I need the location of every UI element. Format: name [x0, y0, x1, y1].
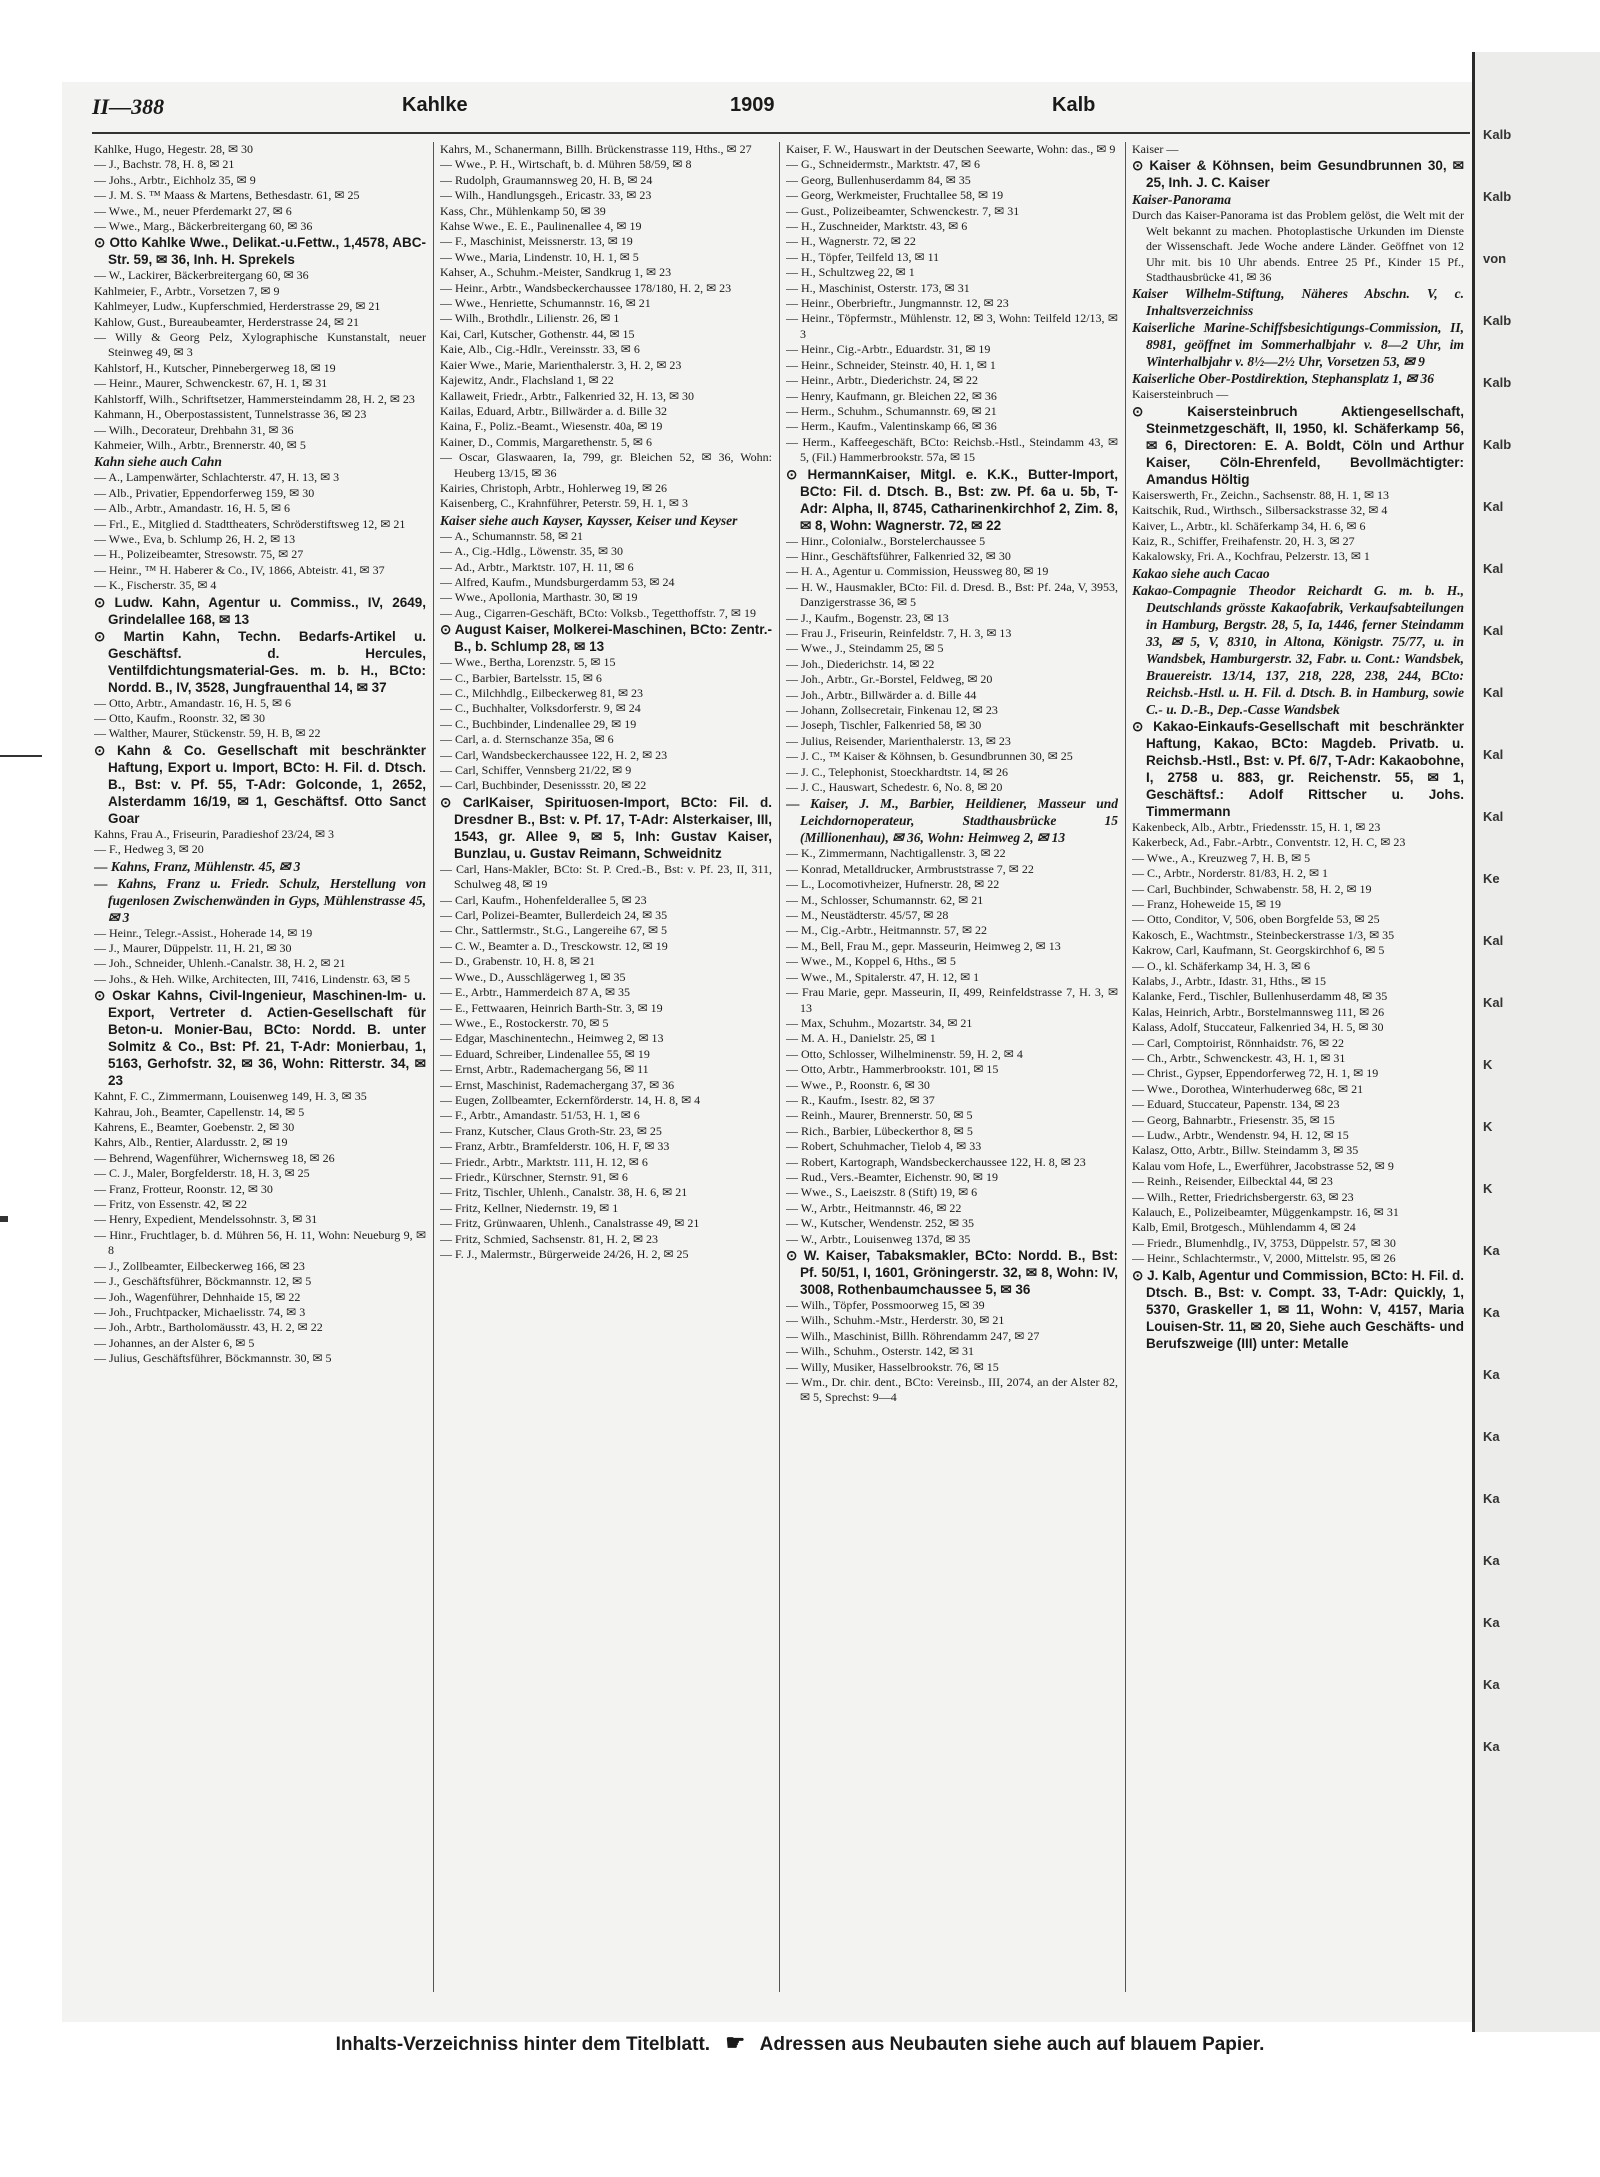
directory-entry: ⊙ August Kaiser, Molkerei-Maschinen, BCto: Zentr.-B., b. Schlump 28, ✉ 13	[440, 622, 772, 655]
directory-entry: — Georg, Bullenhuserdamm 84, ✉ 35	[786, 172, 971, 187]
directory-entry: Kailas, Eduard, Arbtr., Billwärder a. d. Bille 32	[440, 403, 667, 418]
directory-entry: — Fritz, Grünwaaren, Uhlenh., Canalstrasse 49, ✉ 21	[440, 1216, 700, 1231]
directory-entry: — C. W., Beamter a. D., Tresckowstr. 12, ✉ 19	[440, 938, 668, 953]
directory-entry: — Heinr., Oberbrieftr., Jungmannstr. 12, ✉ 23	[786, 296, 1009, 311]
directory-entry: — Otto, Conditor, V, 506, oben Borgfelde 53, ✉ 25	[1132, 912, 1380, 927]
directory-entry: Kalau vom Hofe, L., Ewerführer, Jacobstrasse 52, ✉ 9	[1132, 1158, 1394, 1173]
directory-entry: Kakenbeck, Alb., Arbtr., Friedensstr. 15, H. 1, ✉ 23	[1132, 819, 1381, 834]
directory-entry: — Willy & Georg Pelz, Xylographische Kunstanstalt, neuer Steinweg 49, ✉ 3	[94, 330, 426, 360]
adjacent-page-fragment: Kal	[1483, 685, 1504, 700]
directory-entry: Kaisenberg, C., Krahnführer, Peterstr. 59, H. 1, ✉ 3	[440, 496, 688, 511]
directory-entry: — Herm., Kaffeegeschäft, BCto: Reichsb.-Hstl., Steindamm 43, ✉ 5, (Fil.) Hammerbrookstr. 57a, ✉ 15	[786, 434, 1118, 465]
directory-entry: — Joh., Arbtr., Gr.-Borstel, Feldweg, ✉ 20	[786, 672, 993, 687]
directory-entry: — Franz, Kutscher, Claus Groth-Str. 23, ✉ 25	[440, 1123, 662, 1138]
directory-entry: — Wilh., Schuhm., Osterstr. 142, ✉ 31	[786, 1344, 975, 1359]
adjacent-page-fragment: Ka	[1483, 1553, 1500, 1568]
directory-entry: — F., Maschinist, Meissnerstr. 13, ✉ 19	[440, 234, 633, 249]
directory-entry: ⊙ Martin Kahn, Techn. Bedarfs-Artikel u. Geschäftsf. d. Hercules, Ventilfdichtungsmaterial-Ges. m. b. H., BCto: Nordd. B., IV, 3528, Jungfrauenthal 14, ✉ 37	[94, 628, 426, 695]
directory-entry: — Heinr., Arbtr., Wandsbeckerchaussee 178/180, H. 2, ✉ 23	[440, 280, 732, 295]
directory-entry: — Heinr., Schneider, Steinstr. 40, H. 1, ✉ 1	[786, 357, 996, 372]
directory-entry: — Reinh., Maurer, Brennerstr. 50, ✉ 5	[786, 1108, 973, 1123]
directory-entry: — H. W., Hausmakler, BCto: Fil. d. Dresd. B., Bst: Pf. 24a, V, 3953, Danzigerstrasse 36, ✉ 5	[786, 579, 1118, 610]
directory-entry: — F. J., Malermstr., Bürgerweide 24/26, H. 2, ✉ 25	[440, 1247, 689, 1261]
directory-entry: Kalass, Adolf, Stuccateur, Falkenried 34, H. 5, ✉ 30	[1132, 1020, 1384, 1035]
directory-entry: ⊙ J. Kalb, Agentur und Commission, BCto: H. Fil. d. Dtsch. B., Bst: v. Compt. 33, T-Adr: Quickly, 1, 5370, Graskeller 1, ✉ 11, Wohn: V, 4157, Maria Louisen-Str. 11, ✉ 20, Siehe auch Geschäfts- und Berufszweige (III) unter: Metalle	[1132, 1267, 1464, 1351]
column-divider	[779, 142, 780, 1992]
directory-entry: Kaiser, F. W., Hauswart in der Deutschen Seewarte, Wohn: das., ✉ 9	[786, 142, 1116, 156]
directory-entry: — J., Zollbeamter, Eilbeckerweg 166, ✉ 23	[94, 1258, 305, 1273]
directory-entry: Kalasz, Otto, Arbtr., Billw. Steindamm 3, ✉ 35	[1132, 1143, 1359, 1158]
directory-entry: — Wwe., Eva, b. Schlump 26, H. 2, ✉ 13	[94, 531, 296, 546]
directory-entry: — Willy, Musiker, Hasselbrookstr. 76, ✉ 15	[786, 1359, 999, 1374]
directory-entry: — Hinr., Fruchtlager, b. d. Mühren 56, H. 11, Wohn: Neueburg 9, ✉ 8	[94, 1227, 426, 1258]
directory-entry: — Fritz, Tischler, Uhlenh., Canalstr. 38, H. 6, ✉ 21	[440, 1185, 688, 1200]
directory-entry: — Ch., Arbtr., Schwenckestr. 43, H. 1, ✉ 31	[1132, 1050, 1346, 1065]
directory-entry: — Wwe., M., neuer Pferdemarkt 27, ✉ 6	[94, 203, 292, 218]
directory-entry: Kaie, Alb., Cig.-Hdlr., Vereinsstr. 33, ✉ 6	[440, 342, 640, 357]
directory-entry: Kahn siehe auch Cahn	[94, 454, 222, 470]
directory-entry: — Aug., Cigarren-Geschäft, BCto: Volksb., Tegetthoffstr. 7, ✉ 19	[440, 605, 756, 620]
directory-entry: Kaier Wwe., Marie, Marienthalerstr. 3, H. 2, ✉ 23	[440, 357, 682, 372]
directory-entry: — Otto, Arbtr., Amandastr. 16, H. 5, ✉ 6	[94, 695, 292, 710]
directory-entry: Kainer, D., Commis, Margarethenstr. 5, ✉ 6	[440, 434, 652, 449]
directory-entry: Kajewitz, Andr., Flachsland 1, ✉ 22	[440, 373, 614, 388]
directory-entry: — Otto, Arbtr., Hammerbrookstr. 101, ✉ 15	[786, 1062, 999, 1077]
adjacent-page-fragment: Ka	[1483, 1491, 1500, 1506]
directory-entry: — Heinr., Töpfermstr., Mühlenstr. 12, ✉ 3, Wohn: Teilfeld 12/13, ✉ 3	[786, 311, 1118, 341]
adjacent-page-fragment: Ka	[1483, 1677, 1500, 1692]
directory-entry: — Max, Schuhm., Mozartstr. 34, ✉ 21	[786, 1015, 973, 1030]
directory-entry: — Wwe., P. H., Wirtschaft, b. d. Mühren 58/59, ✉ 8	[440, 157, 692, 172]
directory-entry: Kakalowsky, Fri. A., Kochfrau, Pelzerstr. 13, ✉ 1	[1132, 549, 1370, 564]
directory-entry: — Franz, Frotteur, Roonstr. 12, ✉ 30	[94, 1181, 273, 1196]
adjacent-page-fragment: Ka	[1483, 1305, 1500, 1320]
directory-entry: — Gust., Polizeibeamter, Schwenckestr. 7, ✉ 31	[786, 203, 1020, 218]
directory-entry: Kahlow, Gust., Bureaubeamter, Herderstrasse 24, ✉ 21	[94, 314, 360, 329]
directory-entry: — Carl, a. d. Sternschanze 35a, ✉ 6	[440, 732, 614, 747]
directory-entry: — A., Cig.-Hdlg., Löwenstr. 35, ✉ 30	[440, 544, 624, 559]
directory-entry: — C., Arbtr., Norderstr. 81/83, H. 2, ✉ 1	[1132, 866, 1329, 881]
directory-entry: — W., Arbtr., Heitmannstr. 46, ✉ 22	[786, 1200, 962, 1215]
directory-entry: Kahns, Frau A., Friseurin, Paradieshof 23/24, ✉ 3	[94, 826, 335, 841]
directory-entry: — Wm., Dr. chir. dent., BCto: Vereinsb., III, 2074, an der Alster 82, ✉ 5, Sprechst: 9—4	[786, 1375, 1118, 1405]
directory-entry: Kai, Carl, Kutscher, Gothenstr. 44, ✉ 15	[440, 326, 635, 341]
directory-entry: Kalauch, E., Polizeibeamter, Müggenkampstr. 16, ✉ 31	[1132, 1205, 1399, 1220]
directory-entry: — C., Buchhalter, Volksdorferstr. 9, ✉ 24	[440, 701, 641, 716]
directory-entry: — L., Locomotivheizer, Hufnerstr. 28, ✉ 22	[786, 877, 1000, 892]
page-header	[92, 94, 1467, 126]
directory-entry: — Joh., Diederichstr. 14, ✉ 22	[786, 656, 935, 671]
directory-entry: — C., Buchbinder, Lindenallee 29, ✉ 19	[440, 716, 637, 731]
directory-entry: — Johs., & Heh. Wilke, Architecten, III, 7416, Lindenstr. 63, ✉ 5	[94, 971, 410, 986]
adjacent-page-fragment: Ka	[1483, 1367, 1500, 1382]
directory-entry: — Wwe., A., Kreuzweg 7, H. B, ✉ 5	[1132, 850, 1311, 865]
directory-entry: ⊙ Ludw. Kahn, Agentur u. Commiss., IV, 2649, Grindelallee 168, ✉ 13	[94, 594, 426, 627]
directory-entry: Kaiser —	[1132, 142, 1179, 156]
directory-entry: — Heinr., Cig.-Arbtr., Eduardstr. 31, ✉ 19	[786, 342, 991, 357]
directory-entry: — R., Kaufm., Isestr. 82, ✉ 37	[786, 1092, 935, 1107]
directory-entry: — Wwe., M., Spitalerstr. 47, H. 12, ✉ 1	[786, 969, 980, 984]
directory-entry: Kalb, Emil, Brotgesch., Mühlendamm 4, ✉ 24	[1132, 1220, 1356, 1235]
directory-entry: — Robert, Schuhmacher, Tielob 4, ✉ 33	[786, 1139, 982, 1154]
directory-entry: — Wilh., Maschinist, Billh. Röhrendamm 247, ✉ 27	[786, 1328, 1040, 1343]
directory-entry: — Carl, Hans-Makler, BCto: St. P. Cred.-B., Bst: v. Pf. 23, II, 311, Schulweg 48, ✉ 19	[440, 861, 772, 892]
directory-entry: Kaiserliche Marine-Schiffsbesichtigungs-Commission, II, 8981, geöffnet im Sommerhalbjahr v. 8—2 Uhr, im Winterhalbjahr v. 8½—2½ Uhr, Vorsetzen 53, ✉ 9	[1132, 320, 1464, 370]
directory-entry: — Eduard, Schreiber, Lindenallee 55, ✉ 19	[440, 1046, 650, 1061]
directory-entry: — W., Kutscher, Wendenstr. 252, ✉ 35	[786, 1216, 975, 1231]
directory-entry: — M. A. H., Danielstr. 25, ✉ 1	[786, 1031, 936, 1046]
directory-entry: — M., Bell, Frau M., gepr. Masseurin, Heimweg 2, ✉ 13	[786, 938, 1061, 953]
adjacent-page-fragment: Kal	[1483, 747, 1504, 762]
directory-entry: — Kahns, Franz, Mühlenstr. 45, ✉ 3	[94, 858, 301, 874]
adjacent-page-fragment: Kalb	[1483, 127, 1512, 142]
directory-entry: Kalanke, Ferd., Tischler, Bullenhuserdamm 48, ✉ 35	[1132, 989, 1388, 1004]
directory-entry: ⊙ Otto Kahlke Wwe., Delikat.-u.Fettw., 1,4578, ABC-Str. 59, ✉ 36, Inh. H. Sprekels	[94, 235, 426, 268]
directory-entry: — Wwe., S., Laeiszstr. 8 (Stift) 19, ✉ 6	[786, 1185, 978, 1200]
adjacent-page-fragment: Kal	[1483, 499, 1504, 514]
adjacent-page-fragment: Ke	[1483, 871, 1500, 886]
directory-entry: — Heinr., Arbtr., Diederichstr. 24, ✉ 22	[786, 373, 979, 388]
directory-entry: — Chr., Sattlermstr., St.G., Langereihe 67, ✉ 5	[440, 923, 668, 938]
directory-entry: — E., Fettwaaren, Heinrich Barth-Str. 3, ✉ 19	[440, 1000, 663, 1015]
directory-entry: — Friedr., Blumenhdlg., IV, 3753, Düppelstr. 57, ✉ 30	[1132, 1235, 1396, 1250]
column-divider	[433, 142, 434, 1992]
adjacent-page-fragment: Kalb	[1483, 375, 1512, 390]
page-footer	[150, 2030, 1450, 2056]
directory-entry: — C. J., Maler, Borgfelderstr. 18, H. 3, ✉ 25	[94, 1166, 310, 1181]
column-3	[786, 142, 1118, 1406]
directory-entry: — W., Arbtr., Louisenweg 137d, ✉ 35	[786, 1231, 971, 1246]
directory-entry: — Heinr., Telegr.-Assist., Hoherade 14, ✉ 19	[94, 925, 313, 940]
directory-entry: — Eduard, Stuccateur, Papenstr. 134, ✉ 23	[1132, 1097, 1340, 1112]
directory-entry: — Rich., Barbier, Lübeckerthor 8, ✉ 5	[786, 1123, 973, 1138]
adjacent-page-fragment: Kalb	[1483, 313, 1512, 328]
directory-entry: — Carl, Schiffer, Vennsberg 21/22, ✉ 9	[440, 763, 632, 778]
adjacent-page-fragment: Ka	[1483, 1615, 1500, 1630]
directory-entry: — Johann, Zollsecretair, Finkenau 12, ✉ 23	[786, 703, 998, 717]
directory-entry: Kaiserswerth, Fr., Zeichn., Sachsenstr. 88, H. 1, ✉ 13	[1132, 487, 1390, 502]
adjacent-page-fragment: Ka	[1483, 1739, 1500, 1754]
directory-entry: — H., Wagnerstr. 72, ✉ 22	[786, 234, 916, 249]
directory-columns	[94, 142, 1468, 2022]
directory-entry: Kaiser siehe auch Kayser, Kaysser, Keiser und Keyser	[440, 512, 738, 528]
directory-entry: — Alfred, Kaufm., Mundsburgerdamm 53, ✉ 24	[440, 574, 675, 589]
adjacent-page-fragment: Ka	[1483, 1243, 1500, 1258]
directory-entry: ⊙ HermannKaiser, Mitgl. e. K.K., Butter-Import, BCto: Fil. d. Dtsch. B., Bst: zw. Pf. 6a u. 5b, T-Adr: Alpha, II, 8745, Catharinenkirchhof 2, Zim. 8, ✉ 8, Wohn: Wagnerstr. 72, ✉ 22	[786, 466, 1118, 533]
directory-entry: — H. A., Agentur u. Commission, Heussweg 80, ✉ 19	[786, 564, 1049, 579]
directory-entry: — G., Schneidermstr., Marktstr. 47, ✉ 6	[786, 157, 981, 172]
footer-index-note: Inhalts-Verzeichniss hinter dem Titelblatt.	[335, 2034, 711, 2055]
directory-entry: — Wwe., Apollonia, Marthastr. 30, ✉ 19	[440, 590, 638, 605]
directory-entry: — E., Arbtr., Hammerdeich 87 A, ✉ 35	[440, 985, 631, 1000]
directory-entry: — A., Schumannstr. 58, ✉ 21	[440, 528, 584, 543]
directory-entry: — Wwe., Marg., Bäckerbreitergang 60, ✉ 36	[94, 219, 313, 234]
directory-entry: — Wwe., J., Steindamm 25, ✉ 5	[786, 641, 944, 656]
directory-entry: — Kaiser, J. M., Barbier, Heildiener, Masseur und Leichdornoperateur, Stadthausbrücke 15 (Millionenhau), ✉ 36, Wohn: Heimweg 2, ✉ 13	[786, 796, 1118, 846]
directory-entry: — Wwe., Bertha, Lorenzstr. 5, ✉ 15	[440, 655, 616, 670]
directory-entry: — M., Schlosser, Schumannstr. 62, ✉ 21	[786, 892, 984, 907]
directory-entry: Kaitschik, Rud., Wirthsch., Silbersackstrasse 32, ✉ 4	[1132, 503, 1388, 518]
directory-entry: — Wwe., Henriette, Schumannstr. 16, ✉ 21	[440, 296, 651, 311]
scan-margin-mark	[0, 1216, 8, 1222]
directory-entry: Kaiver, L., Arbtr., kl. Schäferkamp 34, H. 6, ✉ 6	[1132, 518, 1366, 533]
directory-entry: — Ludw., Arbtr., Wendenstr. 94, H. 12, ✉ 15	[1132, 1128, 1349, 1142]
directory-entry: Kahlstorf, H., Kutscher, Pinnebergerweg 18, ✉ 19	[94, 360, 336, 375]
directory-entry: — J. C., Telephonist, Stoeckhardtstr. 14, ✉ 26	[786, 764, 1008, 779]
column-divider	[1125, 142, 1126, 1992]
directory-entry: — Frau Marie, gepr. Masseurin, II, 499, Reinfeldstrasse 7, H. 3, ✉ 13	[786, 985, 1118, 1015]
directory-entry: — A., Lampenwärter, Schlachterstr. 47, H. 13, ✉ 3	[94, 470, 340, 485]
directory-entry: Kakosch, E., Wachtmstr., Steinbeckerstrasse 1/3, ✉ 35	[1132, 927, 1395, 942]
directory-entry: — Walther, Maurer, Stückenstr. 59, H. B, ✉ 22	[94, 726, 321, 741]
directory-entry: — J. M. S. ™ Maass & Martens, Bethesdastr. 61, ✉ 25	[94, 188, 360, 203]
directory-entry: — Carl, Buchbinder, Schwabenstr. 58, H. 2, ✉ 19	[1132, 881, 1372, 896]
directory-entry: — Joh., Fruchtpacker, Michaelisstr. 74, ✉ 3	[94, 1304, 306, 1319]
directory-entry: Kaiz, R., Schiffer, Freihafenstr. 20, H. 3, ✉ 27	[1132, 534, 1355, 549]
adjacent-page-fragment: Kal	[1483, 933, 1504, 948]
directory-entry: — K., Fischerstr. 35, ✉ 4	[94, 578, 217, 593]
directory-entry: — Fritz, Kellner, Niedernstr. 19, ✉ 1	[440, 1200, 619, 1215]
adjacent-page-edge	[1472, 52, 1600, 2032]
header-year: 1909	[730, 94, 775, 116]
directory-entry: Kakerbeck, Ad., Fabr.-Arbtr., Conventstr. 12, H. C, ✉ 23	[1132, 835, 1406, 850]
directory-entry: — Fritz, Schmied, Sachsenstr. 81, H. 2, ✉ 23	[440, 1231, 659, 1246]
directory-entry: — Julius, Reisender, Marienthalerstr. 13, ✉ 23	[786, 733, 1011, 748]
directory-entry: — Joh., Wagenführer, Dehnhaide 15, ✉ 22	[94, 1289, 301, 1304]
adjacent-page-fragment: Kalb	[1483, 189, 1512, 204]
directory-entry: — Wilh., Töpfer, Possmoorweg 15, ✉ 39	[786, 1298, 985, 1312]
directory-entry: — Oscar, Glaswaaren, Ia, 799, gr. Bleichen 52, ✉ 36, Wohn: Heuberg 13/15, ✉ 36	[440, 450, 772, 480]
directory-entry: — Rudolph, Graumannsweg 20, H. B, ✉ 24	[440, 172, 653, 187]
directory-entry: — Otto, Kaufm., Roonstr. 32, ✉ 30	[94, 710, 266, 725]
directory-entry: ⊙ W. Kaiser, Tabaksmakler, BCto: Nordd. B., Bst: Pf. 50/51, I, 1601, Gröningerstr. 32, ✉ 8, Wohn: IV, 3008, Rothenbaumchaussee 5, ✉ 36	[786, 1248, 1118, 1297]
directory-entry: — Fritz, von Essenstr. 42, ✉ 22	[94, 1197, 248, 1212]
directory-entry: — Kahns, Franz u. Friedr. Schulz, Herstellung von fugenlosen Zwischenwänden in Gyps, Mühlenstrasse 45, ✉ 3	[94, 875, 426, 925]
directory-entry: — Rud., Vers.-Beamter, Eichenstr. 90, ✉ 19	[786, 1169, 998, 1184]
directory-entry: — Wilh., Handlungsgeh., Ericastr. 33, ✉ 23	[440, 188, 652, 203]
directory-entry: — J., Bachstr. 78, H. 8, ✉ 21	[94, 157, 235, 172]
directory-entry: Kahrau, Joh., Beamter, Capellenstr. 14, ✉ 5	[94, 1104, 305, 1119]
header-last-entry: Kalb	[1052, 94, 1096, 116]
header-first-entry: Kahlke	[402, 94, 468, 116]
directory-entry: — Friedr., Kürschner, Sternstr. 91, ✉ 6	[440, 1169, 628, 1184]
directory-entry: ⊙ Kahn & Co. Gesellschaft mit beschränkter Haftung, Export u. Import, BCto: H. Fil. d. Dtsch. B., Bst: v. Pf. 55, T-Adr: Golconde, 1, 2652, Alsterdamm 16/19, ✉ 1, Geschäftsf. Otto Sanct Goar	[94, 742, 426, 826]
directory-entry: — J. C., Hauswart, Schedestr. 6, No. 8, ✉ 20	[786, 780, 1003, 795]
directory-entry: — Carl, Comptoirist, Rönnhaidstr. 76, ✉ 22	[1132, 1035, 1345, 1050]
directory-entry: Kahmann, H., Oberpostassistent, Tunnelstrasse 36, ✉ 23	[94, 407, 367, 422]
adjacent-page-fragment: K	[1483, 1119, 1493, 1134]
directory-entry: — Carl, Buchbinder, Desenissstr. 20, ✉ 22	[440, 778, 647, 793]
directory-entry: Kahlmeier, F., Arbtr., Vorsetzen 7, ✉ 9	[94, 283, 280, 298]
directory-entry: Kaina, F., Poliz.-Beamt., Wiesenstr. 40a, ✉ 19	[440, 419, 663, 434]
column-1	[94, 142, 426, 1367]
directory-entry: Kahrens, E., Beamter, Goebenstr. 2, ✉ 30	[94, 1120, 295, 1135]
adjacent-page-fragment: K	[1483, 1181, 1493, 1196]
directory-entry: — Heinr., Schlachtermstr., V, 2000, Mittelstr. 95, ✉ 26	[1132, 1251, 1396, 1266]
adjacent-page-fragment: Kalb	[1483, 437, 1512, 452]
directory-entry: — Carl, Polizei-Beamter, Bullerdeich 24, ✉ 35	[440, 908, 668, 923]
directory-entry: — Joseph, Tischler, Falkenried 58, ✉ 30	[786, 718, 982, 733]
directory-entry: Kahse Wwe., E. E., Paulinenallee 4, ✉ 19	[440, 219, 642, 234]
adjacent-page-fragment: Kal	[1483, 809, 1504, 824]
directory-entry: Kass, Chr., Mühlenkamp 50, ✉ 39	[440, 203, 606, 218]
directory-entry: Kallaweit, Friedr., Arbtr., Falkenried 32, H. 13, ✉ 30	[440, 388, 695, 403]
directory-entry: — Georg, Werkmeister, Fruchtallee 58, ✉ 19	[786, 188, 1004, 203]
directory-entry: — Herm., Schuhm., Schumannstr. 69, ✉ 21	[786, 403, 997, 418]
directory-entry: — Joh., Schneider, Uhlenh.-Canalstr. 38, H. 2, ✉ 21	[94, 956, 346, 971]
directory-entry: — Wwe., P., Roonstr. 6, ✉ 30	[786, 1077, 930, 1092]
page-number: II—388	[92, 94, 165, 119]
directory-entry: — Franz, Hoheweide 15, ✉ 19	[1132, 896, 1282, 911]
directory-entry: — D., Grabenstr. 10, H. 8, ✉ 21	[440, 954, 596, 969]
directory-entry: Kahlstorff, Wilh., Schriftsetzer, Hammersteindamm 28, H. 2, ✉ 23	[94, 391, 415, 406]
directory-entry: — J. C., ™ Kaiser & Köhnsen, b. Gesundbrunnen 30, ✉ 25	[786, 749, 1073, 764]
directory-entry: — Henry, Kaufmann, gr. Bleichen 22, ✉ 36	[786, 388, 997, 403]
directory-entry: Kakao-Compagnie Theodor Reichardt G. m. b. H., Deutschlands grösste Kakaofabrik, Verkaufsabteilungen in Hamburg, Bergstr. 28, 5, Ia, 1446, ferner Steindamm 33, ✉ 5, V, 8310, in Altona, Königstr. 75/77, u. in Wandsbek, Hamburgerstr. 32, Fabr. u. Cont.: Wandsbek, Brauereistr. 13/14, 137, 218, 228, 238, 244, BCto: Reichsb.-Hstl. u. H. Fil. d. Dtsch. B. in Hamburg, sowie C.- u. D.-B., Dep.-Casse Wandsbek	[1132, 582, 1464, 717]
header-rule	[92, 132, 1470, 134]
scan-margin-mark	[0, 755, 42, 757]
directory-entry: — Ernst, Maschinist, Rademachergang 37, ✉ 36	[440, 1077, 675, 1092]
directory-entry: Kahnt, F. C., Zimmermann, Louisenweg 149, H. 3, ✉ 35	[94, 1089, 367, 1104]
directory-entry: — Joh., Arbtr., Billwärder a. d. Bille 44	[786, 687, 977, 702]
directory-entry: ⊙ Kaiser & Köhnsen, beim Gesundbrunnen 30, ✉ 25, Inh. J. C. Kaiser	[1132, 158, 1464, 191]
directory-entry: — Christ., Gypser, Eppendorferweg 72, H. 1, ✉ 19	[1132, 1066, 1379, 1081]
directory-entry: — F., Arbtr., Amandastr. 51/53, H. 1, ✉ 6	[440, 1108, 640, 1123]
directory-entry: — Wilh., Brothdlr., Lilienstr. 26, ✉ 1	[440, 311, 620, 326]
directory-entry: — Wwe., Maria, Lindenstr. 10, H. 1, ✉ 5	[440, 249, 639, 264]
directory-entry: ⊙ CarlKaiser, Spirituosen-Import, BCto: Fil. d. Dresdner B., Bst: v. Pf. 17, T-Adr: Alsterkaiser, III, 1543, gr. Allee 9, ✉ 5, Inh: Gustav Kaiser, Bunzlau, u. Gustav Reimann, Schweidnitz	[440, 794, 772, 861]
directory-entry: Kairies, Christoph, Arbtr., Hohlerweg 19, ✉ 26	[440, 480, 668, 495]
directory-entry: — Edgar, Maschinentechn., Heimweg 2, ✉ 13	[440, 1031, 664, 1046]
directory-entry: — Wwe., M., Koppel 6, Hths., ✉ 5	[786, 954, 956, 969]
directory-entry: — Joh., Arbtr., Bartholomäusstr. 43, H. 2, ✉ 22	[94, 1320, 323, 1335]
directory-entry: — H., Maschinist, Osterstr. 173, ✉ 31	[786, 280, 970, 295]
directory-entry: — H., Schultzweg 22, ✉ 1	[786, 265, 915, 280]
directory-entry: — Johannes, an der Alster 6, ✉ 5	[94, 1335, 255, 1350]
directory-entry: — Alb., Arbtr., Amandastr. 16, H. 5, ✉ 6	[94, 501, 291, 516]
directory-entry: — K., Zimmermann, Nachtigallenstr. 3, ✉ 22	[786, 846, 1006, 861]
adjacent-page-fragment: Kal	[1483, 623, 1504, 638]
directory-entry: — Frl., E., Mitglied d. Stadttheaters, Schröderstiftsweg 12, ✉ 21	[94, 516, 406, 531]
directory-entry: — M., Cig.-Arbtr., Heitmannstr. 57, ✉ 22	[786, 923, 988, 938]
directory-entry: — Ernst, Arbtr., Rademachergang 56, ✉ 11	[440, 1062, 649, 1077]
directory-entry: Kaiser-Panorama	[1132, 192, 1232, 208]
directory-entry: Durch das Kaiser-Panorama ist das Problem gelöst, die Welt mit der Welt bekannt zu machen. Photoplastische Urkunden im Dienste der Wissenschaft. Jede Woche andere Länder. Geöffnet von 12 Uhr mit. bis 10 Uhr abends. Entree 25 Pf., Kinder 15 Pf., Stadthausbrücke 41, ✉ 36	[1132, 208, 1464, 285]
directory-entry: — Wilh., Retter, Friedrichsbergerstr. 63, ✉ 23	[1132, 1189, 1354, 1204]
directory-entry: — Friedr., Arbtr., Marktstr. 111, H. 12, ✉ 6	[440, 1154, 648, 1169]
directory-entry: — Reinh., Reisender, Eilbecktal 44, ✉ 23	[1132, 1174, 1333, 1189]
adjacent-page-fragment: Kal	[1483, 995, 1504, 1010]
directory-entry: — F., Hedweg 3, ✉ 20	[94, 842, 204, 857]
directory-entry: — Otto, Schlosser, Wilhelminenstr. 59, H. 2, ✉ 4	[786, 1046, 1023, 1061]
directory-entry: Kahser, A., Schuhm.-Meister, Sandkrug 1, ✉ 23	[440, 265, 672, 280]
directory-entry: — C., Barbier, Bartelsstr. 15, ✉ 6	[440, 670, 602, 685]
column-2	[440, 142, 772, 1262]
directory-entry: — Johs., Arbtr., Eichholz 35, ✉ 9	[94, 172, 256, 187]
directory-entry: — Georg, Bahnarbtr., Friesenstr. 35, ✉ 15	[1132, 1112, 1335, 1127]
directory-entry: — Franz, Arbtr., Bramfelderstr. 106, H. F, ✉ 33	[440, 1139, 670, 1154]
directory-entry: — Wwe., E., Rostockerstr. 70, ✉ 5	[440, 1015, 609, 1030]
column-4	[1132, 142, 1464, 1352]
directory-entry: — C., Milchhdlg., Eilbeckerweg 81, ✉ 23	[440, 686, 644, 700]
footer-blue-paper-note: Adressen aus Neubauten siehe auch auf blauem Papier.	[759, 2034, 1265, 2055]
directory-entry: — Carl, Kaufm., Hohenfelderallee 5, ✉ 23	[440, 892, 647, 907]
directory-entry: — J., Maurer, Düppelstr. 11, H. 21, ✉ 30	[94, 941, 292, 955]
directory-entry: — Wilh., Schuhm.-Mstr., Herderstr. 30, ✉ 21	[786, 1313, 1005, 1328]
pointing-hand-icon: ☛	[725, 2030, 746, 2055]
directory-entry: Kaiserliche Ober-Postdirektion, Stephansplatz 1, ✉ 36	[1132, 371, 1434, 387]
directory-entry: Kakrow, Carl, Kaufmann, St. Georgskirchhof 6, ✉ 5	[1132, 943, 1385, 958]
directory-entry: — Konrad, Metalldrucker, Armbruststrasse 7, ✉ 22	[786, 861, 1034, 876]
directory-entry: — Wwe., D., Ausschlägerweg 1, ✉ 35	[440, 969, 626, 984]
directory-entry: — Wwe., Dorothea, Winterhuderweg 68c, ✉ 21	[1132, 1081, 1364, 1096]
directory-entry: Kahlmeyer, Ludw., Kupferschmied, Herderstrasse 29, ✉ 21	[94, 299, 381, 314]
directory-entry: — Hinr., Colonialw., Borstelerchaussee 5	[786, 533, 986, 548]
directory-entry: Kalas, Heinrich, Arbtr., Borstelmannsweg 111, ✉ 26	[1132, 1004, 1385, 1019]
directory-entry: — J., Geschäftsführer, Böckmannstr. 12, ✉ 5	[94, 1274, 312, 1289]
directory-entry: — J., Kaufm., Bogenstr. 23, ✉ 13	[786, 610, 949, 625]
directory-entry: ⊙ Oskar Kahns, Civil-Ingenieur, Maschinen-Im- u. Export, Vertreter d. Actien-Gesellschaft für Beton-u. Monier-Bau, BCto: Nordd. B. unter Solmitz & Co., Bst: Pf. 21, T-Adr: Monierbau, 1, 5163, Gerhofstr. 32, ✉ 36, Wohn: Ritterstr. 34, ✉ 23	[94, 988, 426, 1089]
directory-entry: Kalabs, J., Arbtr., Idastr. 31, Hths., ✉ 15	[1132, 973, 1327, 988]
directory-entry: Kaisersteinbruch —	[1132, 387, 1229, 402]
directory-entry: — Eugen, Zollbeamter, Eckernförderstr. 14, H. 8, ✉ 4	[440, 1092, 701, 1107]
directory-entry: — Robert, Kartograph, Wandsbeckerchaussee 122, H. 8, ✉ 23	[786, 1154, 1086, 1169]
directory-entry: Kahmeier, Wilh., Arbtr., Brennerstr. 40, ✉ 5	[94, 437, 306, 452]
directory-entry: Kaiser Wilhelm-Stiftung, Näheres Abschn. V, c. Inhaltsverzeichniss	[1132, 286, 1464, 319]
directory-entry: — H., Polizeibeamter, Stresowstr. 75, ✉ 27	[94, 547, 304, 562]
directory-entry: — Julius, Geschäftsführer, Böckmannstr. 30, ✉ 5	[94, 1351, 332, 1366]
directory-entry: Kakao siehe auch Cacao	[1132, 565, 1270, 581]
directory-entry: — Alb., Privatier, Eppendorferweg 159, ✉ 30	[94, 485, 315, 500]
adjacent-page-fragment: Ka	[1483, 1429, 1500, 1444]
directory-entry: — Hinr., Geschäftsführer, Falkenried 32, ✉ 30	[786, 548, 1011, 563]
directory-entry: — Heinr., ™ H. Haberer & Co., IV, 1866, Abteistr. 41, ✉ 37	[94, 562, 385, 577]
directory-entry: Kahrs, Alb., Rentier, Alardusstr. 2, ✉ 19	[94, 1135, 288, 1150]
directory-entry: — Behrend, Wagenführer, Wichernsweg 18, ✉ 26	[94, 1150, 335, 1165]
directory-entry: — M., Neustädterstr. 45/57, ✉ 28	[786, 908, 949, 923]
directory-entry: ⊙ Kakao-Einkaufs-Gesellschaft mit beschränkter Haftung, Kakao, BCto: Magdeb. Privatb. u. Reichsb.-Hstl., Bst: v. Pf. 6/7, T-Adr: Kakaobohne, I, 2758 u. 883, gr. Reichenstr. 55, ✉ 1, Geschäftsf.: Adolf Rittscher u. Johs. Timmermann	[1132, 718, 1464, 819]
directory-entry: — W., Lackirer, Bäckerbreitergang 60, ✉ 36	[94, 268, 309, 283]
directory-entry: — Heinr., Maurer, Schwenckestr. 67, H. 1, ✉ 31	[94, 376, 328, 391]
directory-entry: ⊙ Kaisersteinbruch Aktiengesellschaft, Steinmetzgeschäft, II, 1950, kl. Schäferkamp 56, ✉ 6, Directoren: E. A. Boldt, Cöln und Arthur Kaiser, Cöln-Ehrenfeld, Bevollmächtigter: Amandus Höltig	[1132, 403, 1464, 487]
directory-entry: — Henry, Expedient, Mendelssohnstr. 3, ✉ 31	[94, 1212, 318, 1227]
adjacent-page-fragment: Kal	[1483, 561, 1504, 576]
adjacent-page-fragment: von	[1483, 251, 1507, 266]
directory-entry: — H., Töpfer, Teilfeld 13, ✉ 11	[786, 249, 940, 264]
directory-entry: — Frau J., Friseurin, Reinfeldstr. 7, H. 3, ✉ 13	[786, 625, 1012, 640]
directory-entry: — O., kl. Schäferkamp 34, H. 3, ✉ 6	[1132, 958, 1311, 973]
directory-entry: — Wilh., Decorateur, Drehbahn 31, ✉ 36	[94, 422, 294, 437]
directory-entry: Kahrs, M., Schanermann, Billh. Brückenstrasse 119, Hths., ✉ 27	[440, 142, 752, 156]
directory-entry: Kahlke, Hugo, Hegestr. 28, ✉ 30	[94, 142, 254, 156]
directory-entry: — Herm., Kaufm., Valentinskamp 66, ✉ 36	[786, 419, 997, 434]
directory-entry: — Carl, Wandsbeckerchaussee 122, H. 2, ✉ 23	[440, 747, 668, 762]
directory-entry: — H., Zuschneider, Marktstr. 43, ✉ 6	[786, 219, 968, 234]
directory-entry: — Ad., Arbtr., Marktstr. 107, H. 11, ✉ 6	[440, 559, 634, 574]
adjacent-page-fragment: K	[1483, 1057, 1493, 1072]
